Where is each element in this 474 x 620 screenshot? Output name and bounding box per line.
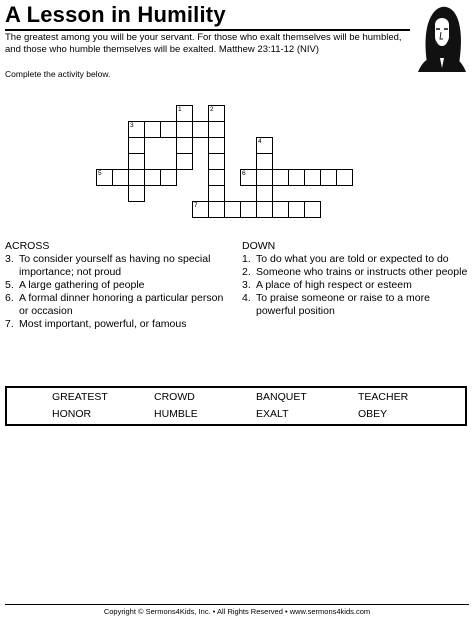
across-heading: ACROSS	[5, 240, 50, 252]
crossword-cell[interactable]	[192, 121, 209, 138]
crossword-cell[interactable]	[288, 169, 305, 186]
crossword-cell[interactable]	[160, 169, 177, 186]
crossword-cell[interactable]	[128, 153, 145, 170]
crossword-cell[interactable]	[272, 169, 289, 186]
crossword-cell[interactable]	[224, 201, 241, 218]
crossword-cell[interactable]	[176, 153, 193, 170]
clue-number: 1	[178, 106, 182, 113]
crossword-cell[interactable]	[240, 201, 257, 218]
word-bank-item: HONOR	[52, 408, 92, 420]
crossword-cell[interactable]	[304, 169, 321, 186]
crossword-cell[interactable]	[208, 169, 225, 186]
down-clue: 2. Someone who trains or instructs other people	[242, 266, 468, 278]
clue-number: 4	[258, 138, 262, 145]
crossword-cell[interactable]	[176, 137, 193, 154]
clue-number: 5	[98, 170, 102, 177]
down-clue: 3. A place of high respect or esteem	[242, 279, 412, 291]
word-bank-item: CROWD	[154, 391, 195, 403]
crossword-cell[interactable]	[208, 201, 225, 218]
across-clue: 3. To consider yourself as having no special importance; not proud	[5, 253, 211, 278]
page-title: A Lesson in Humility	[5, 2, 226, 27]
jesus-portrait-icon	[414, 2, 470, 72]
down-clue: 4. To praise someone or raise to a more powerful position	[242, 292, 430, 317]
clue-number: 6	[242, 170, 246, 177]
down-heading: DOWN	[242, 240, 276, 252]
across-clue: 5. A large gathering of people	[5, 279, 145, 291]
crossword-cell[interactable]	[176, 121, 193, 138]
clue-number: 2	[210, 106, 214, 113]
down-clue: 1. To do what you are told or expected to do	[242, 253, 449, 265]
across-clues	[5, 240, 233, 331]
across-clue: 7. Most important, powerful, or famous	[5, 318, 187, 330]
crossword-cell[interactable]	[320, 169, 337, 186]
copyright-footer: Copyright © Sermons4Kids, Inc. • All Rights Reserved • www.sermons4kids.com	[103, 607, 371, 616]
crossword-cell[interactable]	[256, 153, 273, 170]
crossword-cell[interactable]	[208, 153, 225, 170]
crossword-cell[interactable]	[208, 121, 225, 138]
scripture-verse: The greatest among you will be your servant. For those who exalt themselves will be humbled, and those who humble themselves will be exalted. Matthew 23:11-12 (NIV)	[5, 32, 402, 55]
footer-divider	[5, 604, 469, 605]
crossword-cell[interactable]	[144, 169, 161, 186]
crossword-cell[interactable]	[128, 169, 145, 186]
crossword-cell[interactable]	[208, 137, 225, 154]
crossword-cell[interactable]	[208, 185, 225, 202]
crossword-cell[interactable]	[256, 201, 273, 218]
word-bank-item: TEACHER	[358, 391, 409, 403]
word-bank-item: HUMBLE	[154, 408, 198, 420]
word-bank-item: OBEY	[358, 408, 388, 420]
crossword-cell[interactable]	[336, 169, 353, 186]
word-bank-item: EXALT	[256, 408, 289, 420]
crossword-cell[interactable]	[128, 137, 145, 154]
word-bank-item: GREATEST	[52, 391, 108, 403]
clue-number: 7	[194, 202, 198, 209]
word-bank	[5, 386, 467, 426]
title-divider	[5, 29, 410, 31]
across-clue: 6. A formal dinner honoring a particular person or occasion	[5, 292, 224, 317]
crossword-cell[interactable]	[272, 201, 289, 218]
crossword-cell[interactable]	[144, 121, 161, 138]
crossword-cell[interactable]	[304, 201, 321, 218]
word-bank-item: BANQUET	[256, 391, 307, 403]
crossword-cell[interactable]	[128, 185, 145, 202]
crossword-cell[interactable]	[160, 121, 177, 138]
instructions: Complete the activity below.	[5, 69, 111, 79]
crossword-cell[interactable]	[112, 169, 129, 186]
crossword-cell[interactable]	[256, 169, 273, 186]
crossword-cell[interactable]	[288, 201, 305, 218]
down-clues	[242, 240, 470, 318]
crossword-cell[interactable]	[256, 185, 273, 202]
clue-number: 3	[130, 122, 134, 129]
